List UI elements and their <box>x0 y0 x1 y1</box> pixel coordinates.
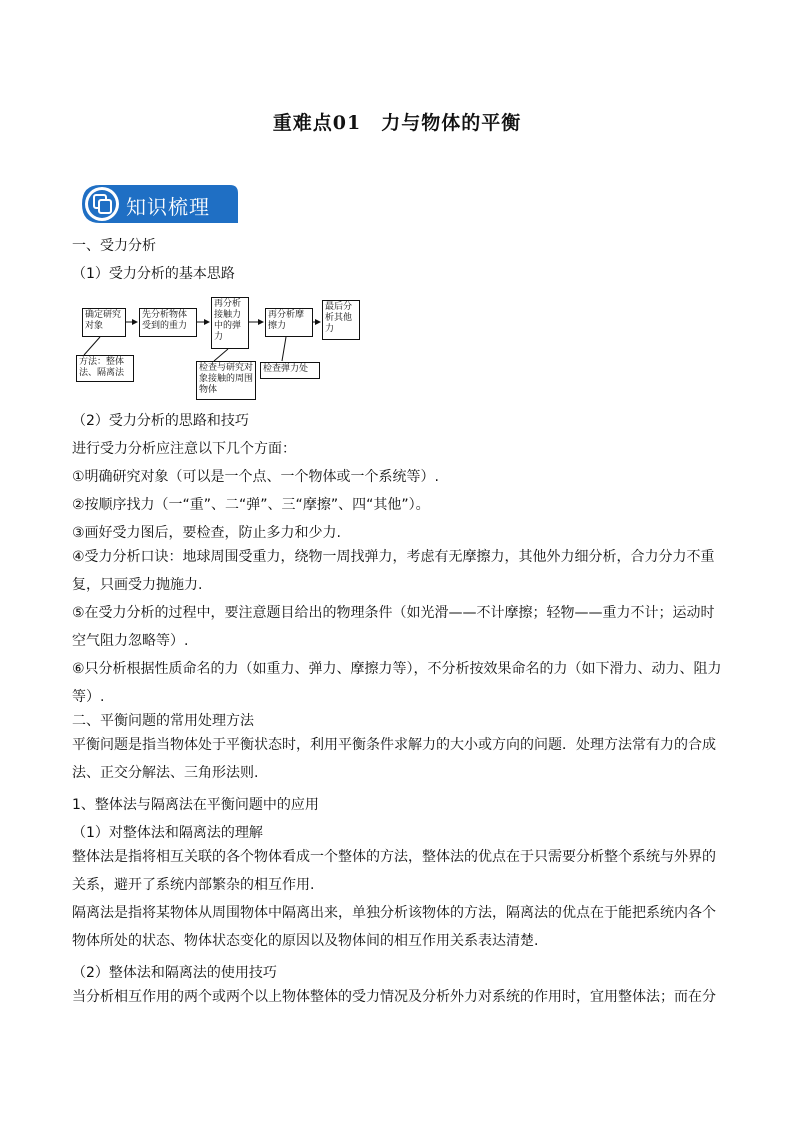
isolation-method-paragraph: 隔离法是指将某物体从周围物体中隔离出来，单独分析该物体的方法，隔离法的优点在于能把系统内各个物体所处的状态、物体状态变化的原因以及物体间的相互作用关系表达清楚. <box>72 905 716 949</box>
section2-sub1: 1、整体法与隔离法在平衡问题中的应用 <box>72 797 319 813</box>
flow-box-2: 先分析物体受到的重力 <box>139 308 197 337</box>
point-3: ③画好受力图后，要检查，防止多力和少力. <box>72 525 341 541</box>
section2-heading: 二、平衡问题的常用处理方法 <box>72 713 254 729</box>
flow-box-4: 再分析摩擦力 <box>265 308 313 337</box>
note-pointer-1 <box>84 337 100 355</box>
flow-box-1: 确定研究对象 <box>82 308 126 337</box>
section1-sub1: （1）受力分析的基本思路 <box>72 266 235 282</box>
holistic-method-paragraph: 整体法是指将相互关联的各个物体看成一个整体的方法，整体法的优点在于只需要分析整个系统与外界的关系，避开了系统内部繁杂的相互作用. <box>72 849 716 893</box>
section2-sub1a: （1）对整体法和隔离法的理解 <box>72 825 263 841</box>
badge-label: 知识梳理 <box>126 195 210 219</box>
section1-sub2: （2）受力分析的思路和技巧 <box>72 413 249 429</box>
point-1: ①明确研究对象（可以是一个点、一个物体或一个系统等）. <box>72 469 439 485</box>
flow-note-3: 检查弹力处 <box>260 362 320 379</box>
point-4: ④受力分析口诀：地球周围受重力，绕物一周找弹力，考虑有无摩擦力，其他外力细分析，合力分力不重复，只画受力抛施力. <box>72 549 715 593</box>
force-analysis-flowchart <box>70 293 390 403</box>
section2-intro: 平衡问题是指当物体处于平衡状态时，利用平衡条件求解力的大小或方向的问题．处理方法常有力的合成法、正交分解法、三角形法则. <box>72 737 716 781</box>
section1-intro: 进行受力分析应注意以下几个方面： <box>72 441 296 457</box>
flow-box-5: 最后分析其他力 <box>322 300 360 340</box>
section2-sub1b: （2）整体法和隔离法的使用技巧 <box>72 965 277 981</box>
usage-tips-paragraph: 当分析相互作用的两个或两个以上物体整体的受力情况及分析外力对系统的作用时，宜用整体法；而在分 <box>72 989 716 1005</box>
page-title: 重难点01 力与物体的平衡 <box>272 112 522 134</box>
flow-note-2: 检查与研究对象接触的周围物体 <box>196 361 256 400</box>
point-2: ②按顺序找力（一“重”、二“弹”、三“摩擦”、四“其他”）。 <box>72 497 430 513</box>
point-6: ⑥只分析根据性质命名的力（如重力、弹力、摩擦力等），不分析按效果命名的力（如下滑力、动力、阻力等）. <box>72 661 722 705</box>
point-5: ⑤在受力分析的过程中，要注意题目给出的物理条件（如光滑——不计摩擦；轻物——重力不计；运动时空气阻力忽略等）. <box>72 605 715 649</box>
flow-box-3: 再分析接触力中的弹力 <box>211 297 249 349</box>
note-pointer-2 <box>214 349 228 361</box>
section1-heading: 一、受力分析 <box>72 238 156 254</box>
note-pointer-3 <box>282 337 286 361</box>
flow-note-1: 方法：整体法、隔离法 <box>76 355 134 382</box>
